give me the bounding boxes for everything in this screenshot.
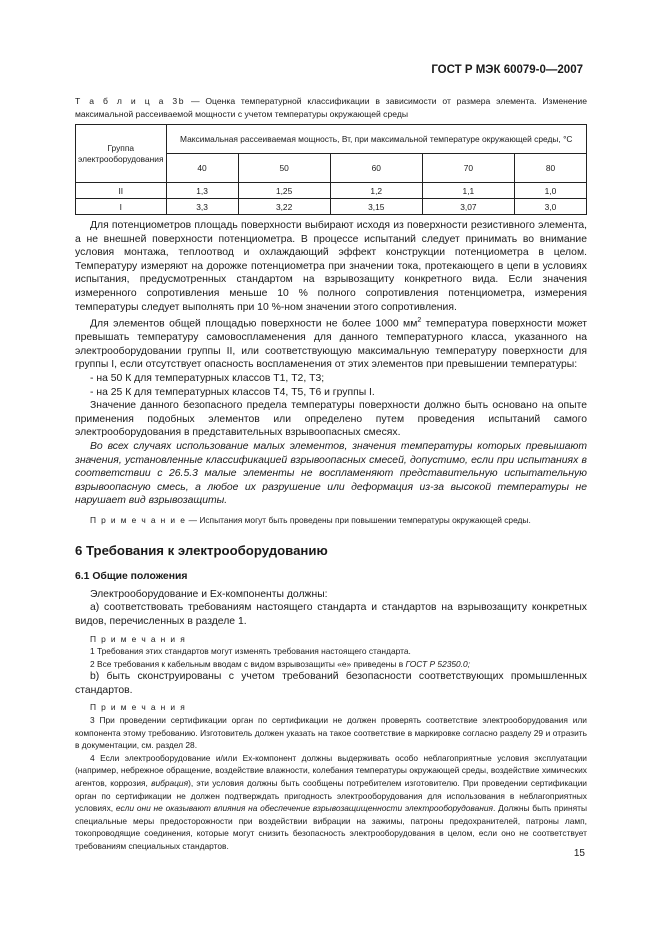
notes-label: П р и м е ч а н и я [90, 702, 187, 713]
value-cell: 3,3 [166, 199, 238, 215]
notes-label: П р и м е ч а н и я [90, 633, 187, 644]
temperature-header-cell: 60 [330, 154, 422, 183]
small-elements-paragraph [75, 314, 587, 372]
note [75, 514, 587, 527]
superscript: 2 [417, 317, 422, 325]
value-cell: 1,2 [330, 183, 422, 199]
value-cell: 1,3 [166, 183, 238, 199]
table-caption-label: Т а б л и ц а 3b [75, 96, 186, 106]
potentiometer-paragraph: Для потенциометров площадь поверхности выбирают исходя из поверхности резистивного элемента, а не внешней поверхности потенциометра. В процессе испытаний следует принимать во внимание условия монтажа, теплоотвод и охлаждающий эффект конструкции потенциометра в целом. Температуру измеряют на дорожке потенциометра при значении тока, протекающего в цепи в условиях испытания, предусмотренных стандартом на взрывозащиту конкретного вида. Если значения измеренного сопротивления меньше 10 % полного сопротивления потенциометра, измерения температуры следует выполнять при 10 %-ном значении этого сопротивления. [75, 220, 587, 313]
note-text: ), эти условия должны быть сообщены потребителем изготовителю. При проведении сертификации орган по сертификации не должен подтверждать пригодность электрооборудования для использования в неблагоприятных условиях, [75, 778, 587, 814]
group-column-header: Группа электрооборудования [76, 125, 167, 183]
power-column-header: Максимальная рассеиваемая мощность, Вт, при максимальной температуре окружающей среды, °С [166, 125, 586, 154]
note-text: 2 Все требования к кабельным вводам с видом взрывозащиты «е» приведены в [90, 658, 406, 669]
note-2 [75, 658, 587, 671]
note-text: — Испытания могут быть проведены при повышении температуры окружающей среды. [186, 514, 531, 525]
note-4 [75, 752, 587, 853]
temperature-header-cell: 70 [422, 154, 514, 183]
value-cell: 1,1 [422, 183, 514, 199]
table-caption-text: — Оценка температурной классификации в зависимости от размера элемента. Изменение максимальной рассеиваемой мощности с учетом температуры окружающей среды [75, 96, 587, 119]
paragraph-text: температура поверхности может превышать температуру самовоспламенения для данного температурного класса, указанного на электрооборудовании группы II, или соответствующую максимальную температуру поверхности для группы I, если отсутствует опасность воспламенения от этих элементов при превышении температуры: [75, 318, 588, 371]
note-text: 4 Если электрооборудование и/или Ex-компонент должны выдерживать особо неблагоприятные условия эксплуатации (например, небрежное обращение, воздействие влажности, колебания температуры окружающей среды, воздействие химических агентов, коррозия, [75, 752, 587, 789]
table-caption [75, 95, 587, 121]
table-row [76, 183, 587, 199]
temperature-header-cell: 80 [514, 154, 586, 183]
note-italic: если они не оказывают влияния на обеспечение взрывозащищенности электрооборудования [115, 803, 493, 814]
temperature-header-cell: 40 [166, 154, 238, 183]
section-heading: 6 Требования к электрооборудованию [75, 542, 328, 558]
value-cell: 3,15 [330, 199, 422, 215]
note-italic: вибрация [151, 778, 189, 789]
note-1: 1 Требования этих стандартов могут изменять требования настоящего стандарта. [90, 646, 411, 657]
page-number: 15 [573, 848, 585, 859]
value-cell: 3,0 [514, 199, 586, 215]
value-cell: 3,22 [238, 199, 330, 215]
list-item: - на 25 К для температурных классов Т4, Т5, Т6 и группы I. [90, 386, 375, 398]
standard-reference: ГОСТ Р 52350.0; [405, 658, 471, 669]
temperature-header-cell: 50 [238, 154, 330, 183]
document-code-header: ГОСТ Р МЭК 60079-0—2007 [431, 64, 583, 76]
list-item-b: b) быть сконструированы с учетом требований безопасности соответствующих промышленных стандартов. [75, 671, 587, 696]
table-row [76, 199, 587, 215]
note-text: . Должны быть приняты специальные меры предосторожности при воздействии вибрации на зажимы, патроны предохранителей, патроны ламп, токопроводящие соединения, которые могут снизить безопасность электрооборудования в целом, если оно не соответствует требованиям специальных стандартов. [75, 803, 587, 851]
subsection-heading: 6.1 Общие положения [75, 571, 188, 583]
note-label: П р и м е ч а н и е [90, 514, 187, 525]
value-cell: 1,0 [514, 183, 586, 199]
intro-paragraph: Электрооборудование и Ex-компоненты должны: [90, 588, 328, 600]
italic-paragraph: Во всех случаях использование малых элементов, значения температуры которых превышают значения, установленные классификацией взрывоопасных смесей, допустимо, если при испытаниях в соответствии с 26.5.3 малые элементы не воспламеняют представительную испытательную взрывоопасную смесь, а любое их разрушение или деформация из-за высокой температуры не нарушает вид взрывозащиты. [75, 440, 587, 507]
list-item: - на 50 К для температурных классов Т1, Т2, Т3; [90, 373, 325, 384]
safe-limit-paragraph: Значение данного безопасного предела температуры поверхности должно быть основано на опыте применения подобных элементов или определено путем проведения испытаний самого электрооборудования в представительных взрывоопасных смесях. [75, 400, 587, 439]
temperature-classification-table [75, 124, 587, 215]
paragraph-text: Для элементов общей площадью поверхности не более 1000 мм [90, 318, 418, 330]
note-3: 3 При проведении сертификации орган по сертификации не должен проверять соответствие электрооборудования или компонента этому требованию. Изготовитель должен указать на такое соответствие в маркировке согласно разделу 29 и отразить в документации, см. раздел 28. [75, 715, 587, 751]
list-item-a: а) соответствовать требованиям настоящего стандарта и стандартов на взрывозащиту конкретных видов, перечисленных в разделе 1. [75, 602, 587, 627]
group-cell: II [76, 183, 167, 199]
document-body [75, 219, 587, 853]
group-cell: I [76, 199, 167, 215]
value-cell: 1,25 [238, 183, 330, 199]
value-cell: 3,07 [422, 199, 514, 215]
